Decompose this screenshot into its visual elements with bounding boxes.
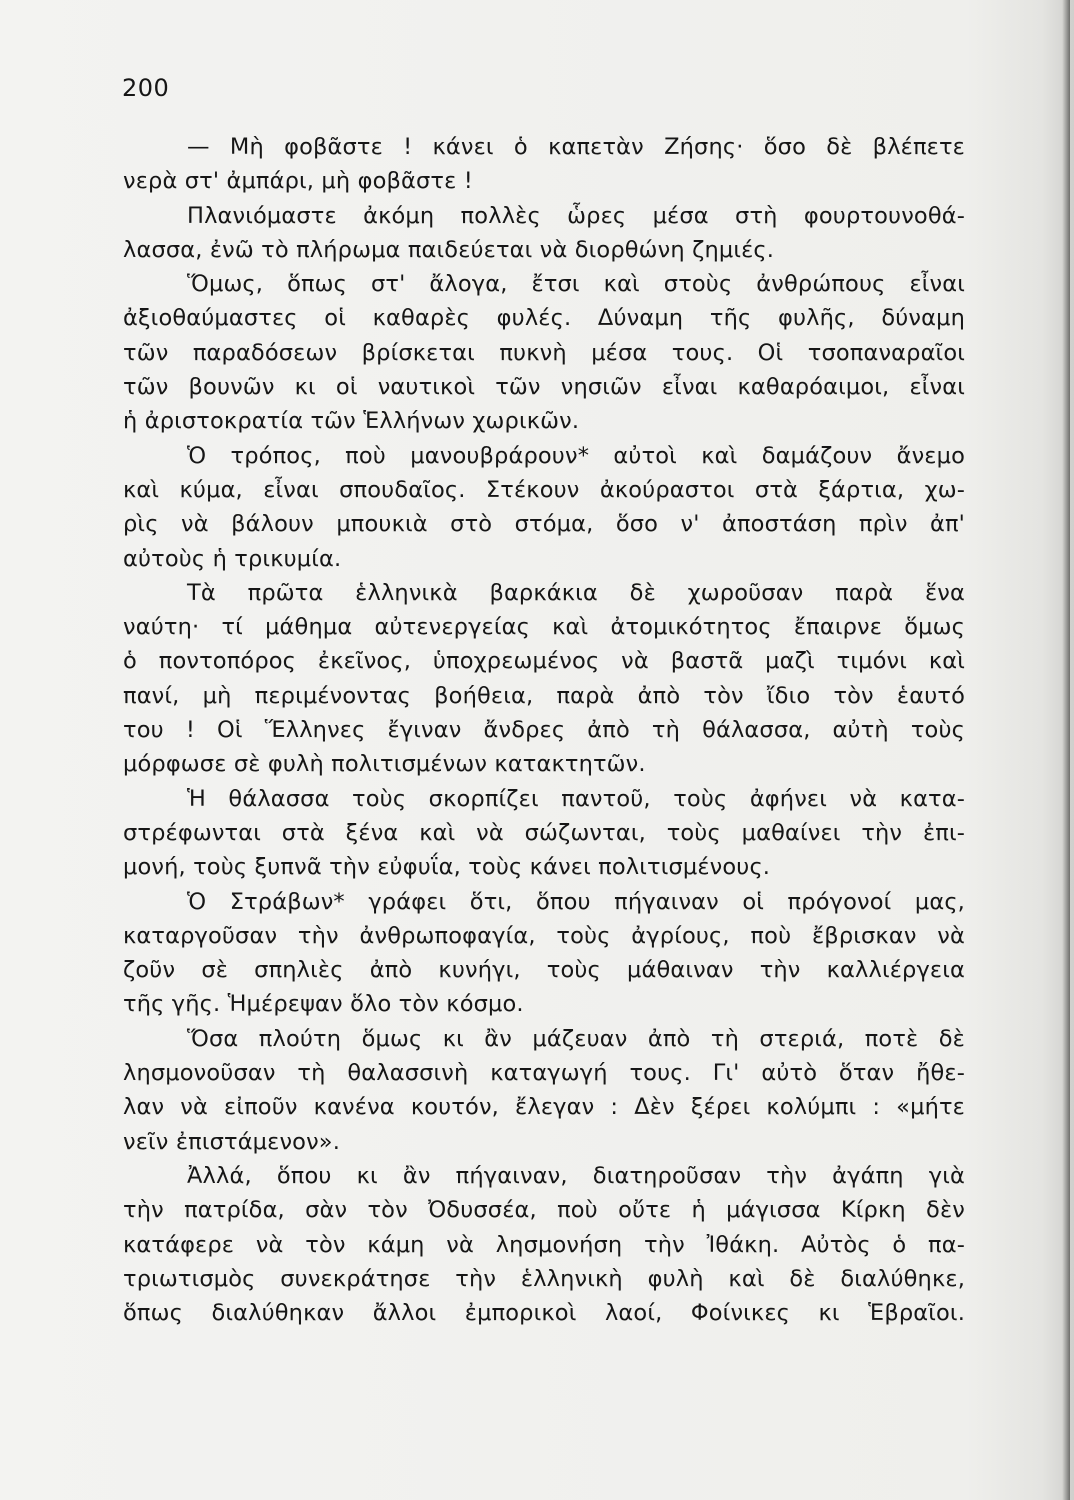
text-line: τῶν βουνῶν κι οἱ ναυτικοὶ τῶν νησιῶν εἶναι καθαρόαιμοι, εἶναι bbox=[123, 374, 965, 401]
text-line: Τὰ πρῶτα ἑλληνικὰ βαρκάκια δὲ χωροῦσαν παρὰ ἕνα bbox=[187, 579, 965, 606]
text-line: Ἡ θάλασσα τοὺς σκορπίζει παντοῦ, τοὺς ἀφήνει νὰ κατα- bbox=[187, 785, 965, 812]
text-line: ρὶς νὰ βάλουν μπουκιὰ στὸ στόμα, ὅσο ν' ἀποστάση πρὶν ἀπ' bbox=[123, 511, 965, 538]
text-line: Ὁ τρόπος, ποὺ μανουβράρουν* αὐτοὶ καὶ δαμάζουν ἄνεμο bbox=[187, 442, 965, 469]
text-line: στρέφωνται στὰ ξένα καὶ νὰ σώζωνται, τοὺς μαθαίνει τὴν ἐπι- bbox=[123, 819, 965, 846]
body-text bbox=[123, 130, 965, 1330]
text-line: μόρφωσε σὲ φυλὴ πολιτισμένων κατακτητῶν. bbox=[123, 751, 646, 778]
text-line: τριωτισμὸς συνεκράτησε τὴν ἑλληνικὴ φυλὴ καὶ δὲ διαλύθηκε, bbox=[123, 1265, 965, 1292]
text-line: πανί, μὴ περιμένοντας βοήθεια, παρὰ ἀπὸ τὸν ἴδιο τὸν ἑαυτό bbox=[123, 682, 965, 709]
text-line: νεῖν ἐπιστάμενον». bbox=[123, 1128, 341, 1155]
text-line: τὴν πατρίδα, σὰν τὸν Ὀδυσσέα, ποὺ οὔτε ἡ μάγισσα Κίρκη δὲν bbox=[123, 1197, 965, 1224]
text-line: Ὁ Στράβων* γράφει ὅτι, ὅπου πήγαιναν οἱ πρόγονοί μας, bbox=[187, 888, 965, 915]
text-line: κατάφερε νὰ τὸν κάμη νὰ λησμονήση τὴν Ἰθάκη. Αὐτὸς ὁ πα- bbox=[123, 1231, 965, 1258]
text-line: ὁ ποντοπόρος ἐκεῖνος, ὑποχρεωμένος νὰ βαστᾶ μαζὶ τιμόνι καὶ bbox=[123, 648, 965, 675]
text-line: Ἀλλά, ὅπου κι ἂν πήγαιναν, διατηροῦσαν τὴν ἀγάπη γιὰ bbox=[187, 1162, 965, 1189]
text-line: τῆς γῆς. Ἡμέρεψαν ὅλο τὸν κόσμο. bbox=[123, 991, 524, 1018]
text-line: λησμονοῦσαν τὴ θαλασσινὴ καταγωγή τους. Γι' αὐτὸ ὅταν ἤθε- bbox=[123, 1060, 965, 1087]
text-line: Ὅμως, ὅπως στ' ἄλογα, ἔτσι καὶ στοὺς ἀνθρώπους εἶναι bbox=[187, 271, 965, 298]
text-line: Ὅσα πλούτη ὅμως κι ἂν μάζευαν ἀπὸ τὴ στεριά, ποτὲ δὲ bbox=[187, 1025, 965, 1052]
text-line: — Μὴ φοβᾶστε ! κάνει ὁ καπετὰν Ζήσης· ὅσο δὲ βλέπετε bbox=[187, 134, 965, 160]
text-line: νερὰ στ' ἀμπάρι, μὴ φοβᾶστε ! bbox=[123, 168, 473, 195]
text-line: Πλανιόμαστε ἀκόμη πολλὲς ὧρες μέσα στὴ φουρτουνοθά- bbox=[187, 202, 965, 229]
text-line: τῶν παραδόσεων βρίσκεται πυκνὴ μέσα τους. Οἱ τσοπαναραῖοι bbox=[123, 339, 965, 366]
page-edge-shadow bbox=[1062, 0, 1070, 1500]
text-line: ναύτη· τί μάθημα αὐτενεργείας καὶ ἀτομικότητος ἔπαιρνε ὅμως bbox=[123, 614, 965, 641]
text-line: αὐτοὺς ἡ τρικυμία. bbox=[123, 545, 342, 572]
text-line: ἡ ἀριστοκρατία τῶν Ἑλλήνων χωρικῶν. bbox=[123, 408, 580, 435]
page-number: 200 bbox=[122, 74, 170, 102]
text-line: ὅπως διαλύθηκαν ἄλλοι ἐμπορικοὶ λαοί, Φοίνικες κι Ἑβραῖοι. bbox=[123, 1300, 965, 1327]
text-line: ἀξιοθαύμαστες οἱ καθαρὲς φυλές. Δύναμη τῆς φυλῆς, δύναμη bbox=[123, 305, 965, 332]
text-line: ζοῦν σὲ σπηλιὲς ἀπὸ κυνήγι, τοὺς μάθαιναν τὴν καλλιέργεια bbox=[123, 957, 965, 984]
text-line: καὶ κύμα, εἶναι σπουδαῖος. Στέκουν ἀκούραστοι στὰ ξάρτια, χω- bbox=[123, 476, 965, 503]
text-line: καταργοῦσαν τὴν ἀνθρωποφαγία, τοὺς ἀγρίους, ποὺ ἔβρισκαν νὰ bbox=[123, 922, 965, 949]
text-line: λασσα, ἐνῶ τὸ πλήρωμα παιδεύεται νὰ διορθώνη ζημιές. bbox=[123, 236, 775, 263]
text-line: του ! Οἱ Ἕλληνες ἔγιναν ἄνδρες ἀπὸ τὴ θάλασσα, αὐτὴ τοὺς bbox=[123, 717, 965, 744]
text-line: λαν νὰ εἰποῦν κανένα κουτόν, ἔλεγαν : Δὲν ξέρει κολύμπι : «μήτε bbox=[123, 1094, 965, 1121]
text-line: μονή, τοὺς ξυπνᾶ τὴν εὐφυΐα, τοὺς κάνει πολιτισμένους. bbox=[123, 854, 771, 881]
